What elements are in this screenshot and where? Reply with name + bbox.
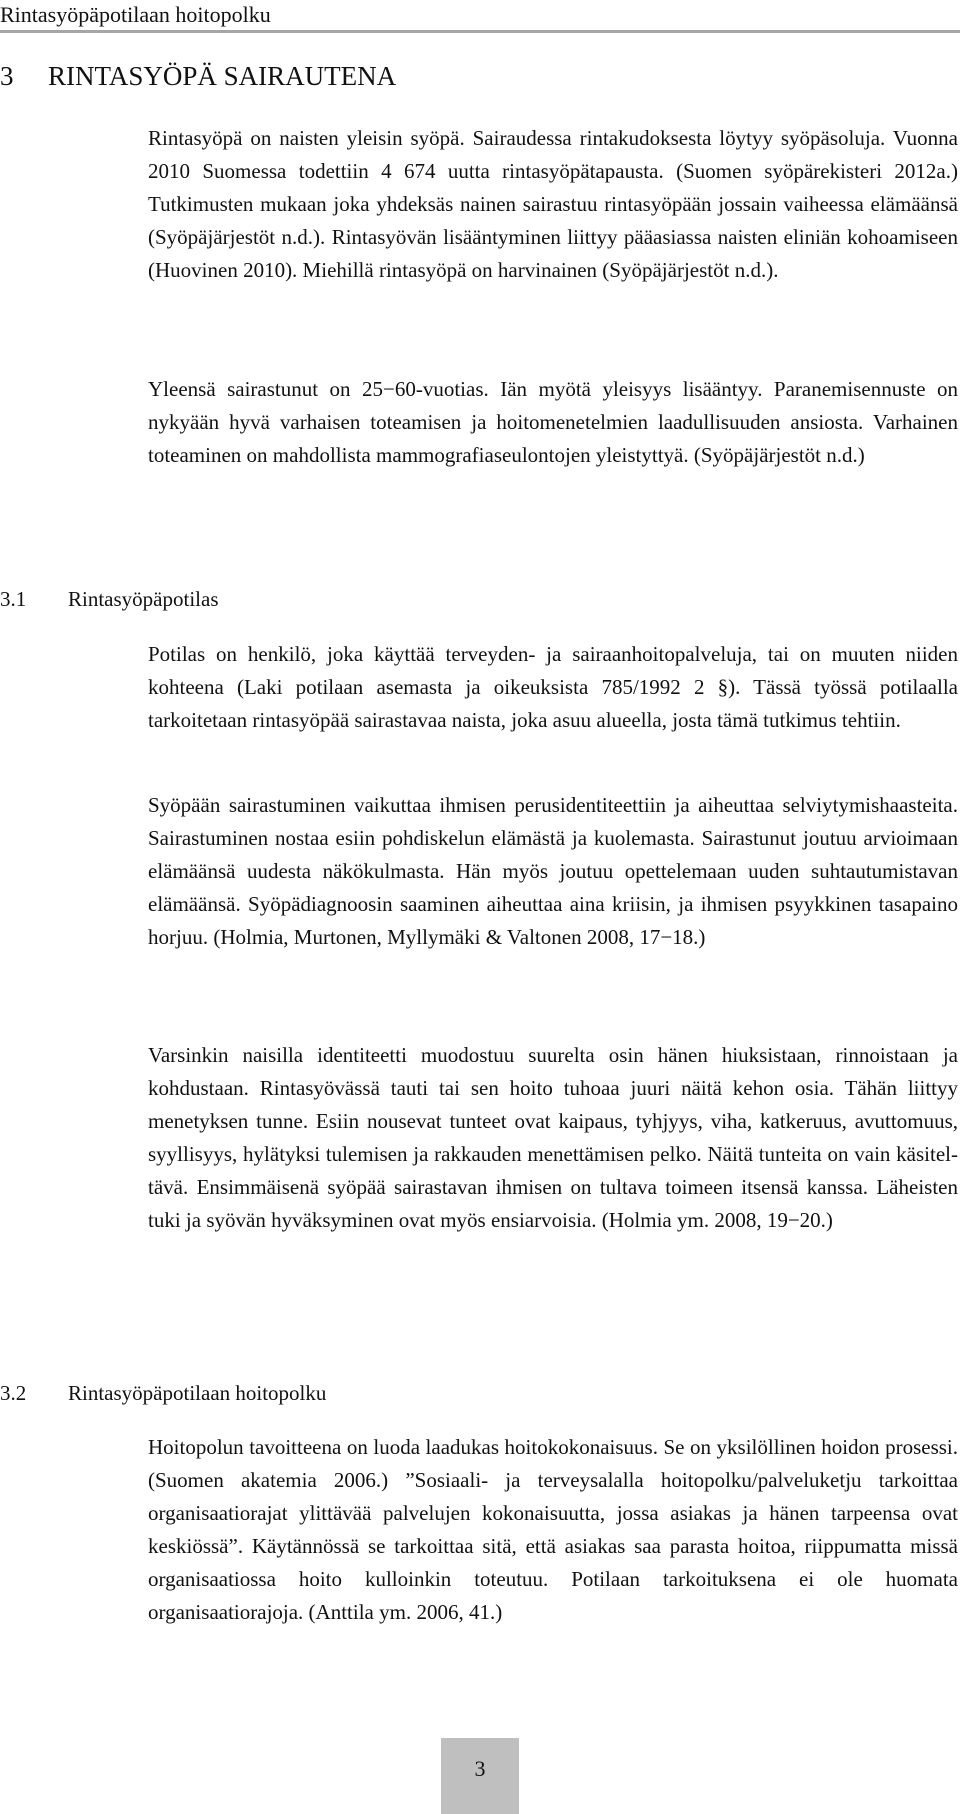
section-3-1-paragraph-3: Varsinkin naisilla identiteetti muodostuu suurelta osin hänen hiuksistaan, rinnoistaan ja kohdustaan. Rintasyövässä tauti tai sen hoito tuhoaa juuri näitä kehon osia. Tähän liittyy menetyksen tunne. Esiin nousevat tunteet ovat kaipaus, tyhjyys, viha, katkeruus, avuttomuus, syyllisyys, hylätyksi tulemisen ja rakkauden menettämisen pelko. Näitä tunteita on vain käsiteltävä. Ensimmäisenä syöpää sairastavan ihmisen on tultava toimeen itsensä kanssa. Läheisten tuki ja syövän hyväksyminen ovat myös ensiarvoisia. (Holmia ym. 2008, 19−20.) [148,1043,958,1232]
section-3-1-paragraph-2: Syöpään sairastuminen vaikuttaa ihmisen perusidentiteettiin ja aiheuttaa selviytymishaasteita. Sairastuminen nostaa esiin pohdiskelun elämästä ja kuolemasta. Sairastunut joutuu arvioimaan elämäänsä uudesta näkökulmasta. Hän myös joutuu opettelemaan uuden suhtautumistavan elämäänsä. Syöpädiagnoosin saaminen aiheuttaa aina kriisin, ja ihmisen psyykkinen tasapaino horjuu. (Holmia, Murtonen, Myllymäki & Valtonen 2008, 17−18.) [148,793,958,949]
page-number: 3 [474,1756,486,1781]
chapter-number: 3 [0,61,14,91]
intro-paragraph-1: Rintasyöpä on naisten yleisin syöpä. Sairaudessa rintakudoksesta löytyy syöpäsoluja. Vuonna 2010 Suomessa todettiin 4 674 uutta rintasyöpätapausta. (Suomen syöpärekisteri 2012a.) Tutkimusten mukaan joka yhdeksäs nainen sairastuu rintasyöpään jossain vaiheessa elämäänsä (Syöpäjärjestöt n.d.). Rintasyövän lisääntyminen liittyy pääasiassa naisten eliniän kohoamiseen (Huovinen 2010). Miehillä rintasyöpä on harvinainen (Syöpäjärjestöt n.d.). [148,126,958,282]
chapter-title: RINTASYÖPÄ SAIRAUTENA [48,61,397,91]
section-title: Rintasyöpäpotilas [68,587,219,611]
section-3-1-paragraph-1: Potilas on henkilö, joka käyttää terveyden- ja sairaanhoitopalveluja, tai on muuten niiden kohteena (Laki potilaan asemasta ja oikeuksista 785/1992 2 §). Tässä työssä potilaalla tarkoitetaan rintasyöpää sairastavaa naista, joka asuu alueella, josta tämä tutkimus tehtiin. [148,642,958,732]
section-title: Rintasyöpäpotilaan hoitopolku [68,1381,327,1405]
section-heading-3-2 [0,1380,326,1406]
page-number-box [441,1738,519,1814]
section-3-2-paragraph-1: Hoitopolun tavoitteena on luoda laadukas hoitokokonaisuus. Se on yksilöllinen hoidon prosessi. (Suomen akatemia 2006.) ”Sosiaali- ja terveysalalla hoitopolku/palveluketju tarkoittaa organisaatiorajat ylittävää palvelujen kokonaisuutta, jossa asiakas ja hänen tarpeensa ovat keskiössä”. Käytännössä se tarkoittaa sitä, että asiakas saa parasta hoitoa, riippumatta missä organisaatiossa hoito kulloinkin toteutuu. Potilaan tarkoituksena ei ole huomata organisaatiorajoja. (Anttila ym. 2006, 41.) [148,1435,958,1624]
section-heading-3-1 [0,586,219,612]
section-number: 3.2 [0,1381,27,1405]
running-header [0,0,960,30]
section-number: 3.1 [0,587,27,611]
chapter-heading [0,60,396,92]
header-rule [0,30,960,33]
running-header-title: Rintasyöpäpotilaan hoitopolku [0,2,271,27]
intro-paragraph-2: Yleensä sairastunut on 25−60-vuotias. Iän myötä yleisyys lisääntyy. Paranemisennuste on nykyään hyvä varhaisen toteamisen ja hoitomenetelmien laadullisuuden ansiosta. Varhainen toteaminen on mahdollista mammografiaseulontojen yleistyttyä. (Syöpäjärjestöt n.d.) [148,377,958,467]
